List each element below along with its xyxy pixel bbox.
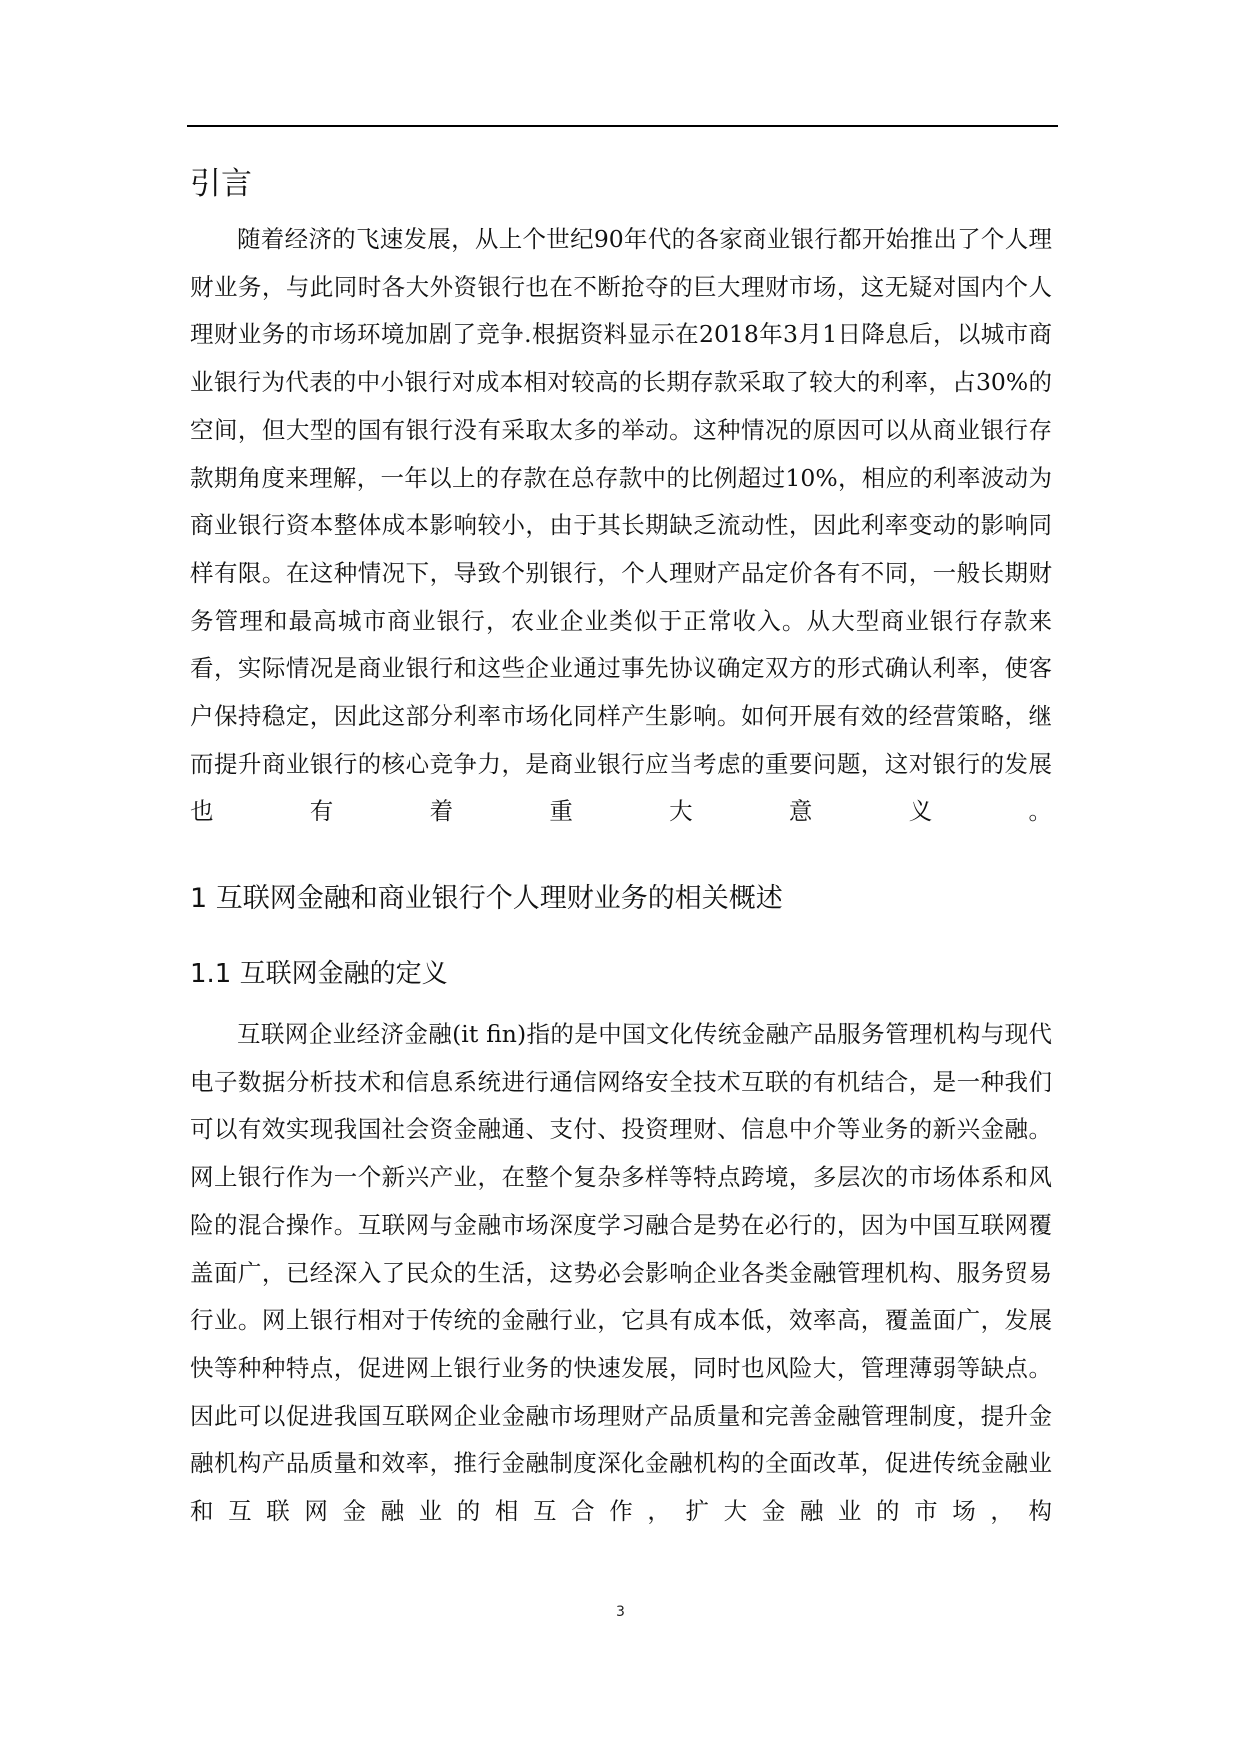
intro-paragraph: 随着经济的飞速发展，从上个世纪90年代的各家商业银行都开始推出了个人理财业务，与此同时各大外资银行也在不断抢夺的巨大理财市场，这无疑对国内个人理财业务的市场环境加剧了竞争.根据资料显示在2018年3月1日降息后，以城市商业银行为代表的中小银行对成本相对较高的长期存款采取了较大的利率，占30%的空间，但大型的国有银行没有采取太多的举动。这种情况的原因可以从商业银行存款期角度来理解，一年以上的存款在总存款中的比例超过10%，相应的利率波动为商业银行资本整体成本影响较小，由于其长期缺乏流动性，因此利率变动的影响同样有限。在这种情况下，导致个别银行，个人理财产品定价各有不同，一般长期财务管理和最高城市商业银行，农业企业类似于正常收入。从大型商业银行存款来看，实际情况是商业银行和这些企业通过事先协议确定双方的形式确认利率，使客户保持稳定，因此这部分利率市场化同样产生影响。如何开展有效的经营策略，继而提升商业银行的核心竞争力，是商业银行应当考虑的重要问题，这对银行的发展也有着重大意义。 <box>190 225 1052 826</box>
section-1-1-paragraph: 互联网企业经济金融(it fin)指的是中国文化传统金融产品服务管理机构与现代电子数据分析技术和信息系统进行通信网络安全技术互联的有机结合，是一种我们可以有效实现我国社会资金融通、支付、投资理财、信息中介等业务的新兴金融。网上银行作为一个新兴产业，在整个复杂多样等特点跨境，多层次的市场体系和风险的混合操作。互联网与金融市场深度学习融合是势在必行的，因为中国互联网覆盖面广，已经深入了民众的生活，这势必会影响企业各类金融管理机构、服务贸易行业。网上银行相对于传统的金融行业，它具有成本低，效率高，覆盖面广，发展快等种种特点，促进网上银行业务的快速发展，同时也风险大，管理薄弱等缺点。因此可以促进我国互联网企业金融市场理财产品质量和完善金融管理制度，提升金融机构产品质量和效率，推行金融制度深化金融机构的全面改革，促进传统金融业和互联网金融业的相互合作，扩大金融业的市场，构 <box>190 1020 1052 1526</box>
intro-heading: 引言 <box>190 166 252 202</box>
page-number: 3 <box>616 1604 625 1620</box>
header-rule <box>187 125 1058 127</box>
chapter-1-heading: 1 互联网金融和商业银行个人理财业务的相关概述 <box>190 883 783 914</box>
section-1-1-heading: 1.1 互联网金融的定义 <box>190 959 448 989</box>
